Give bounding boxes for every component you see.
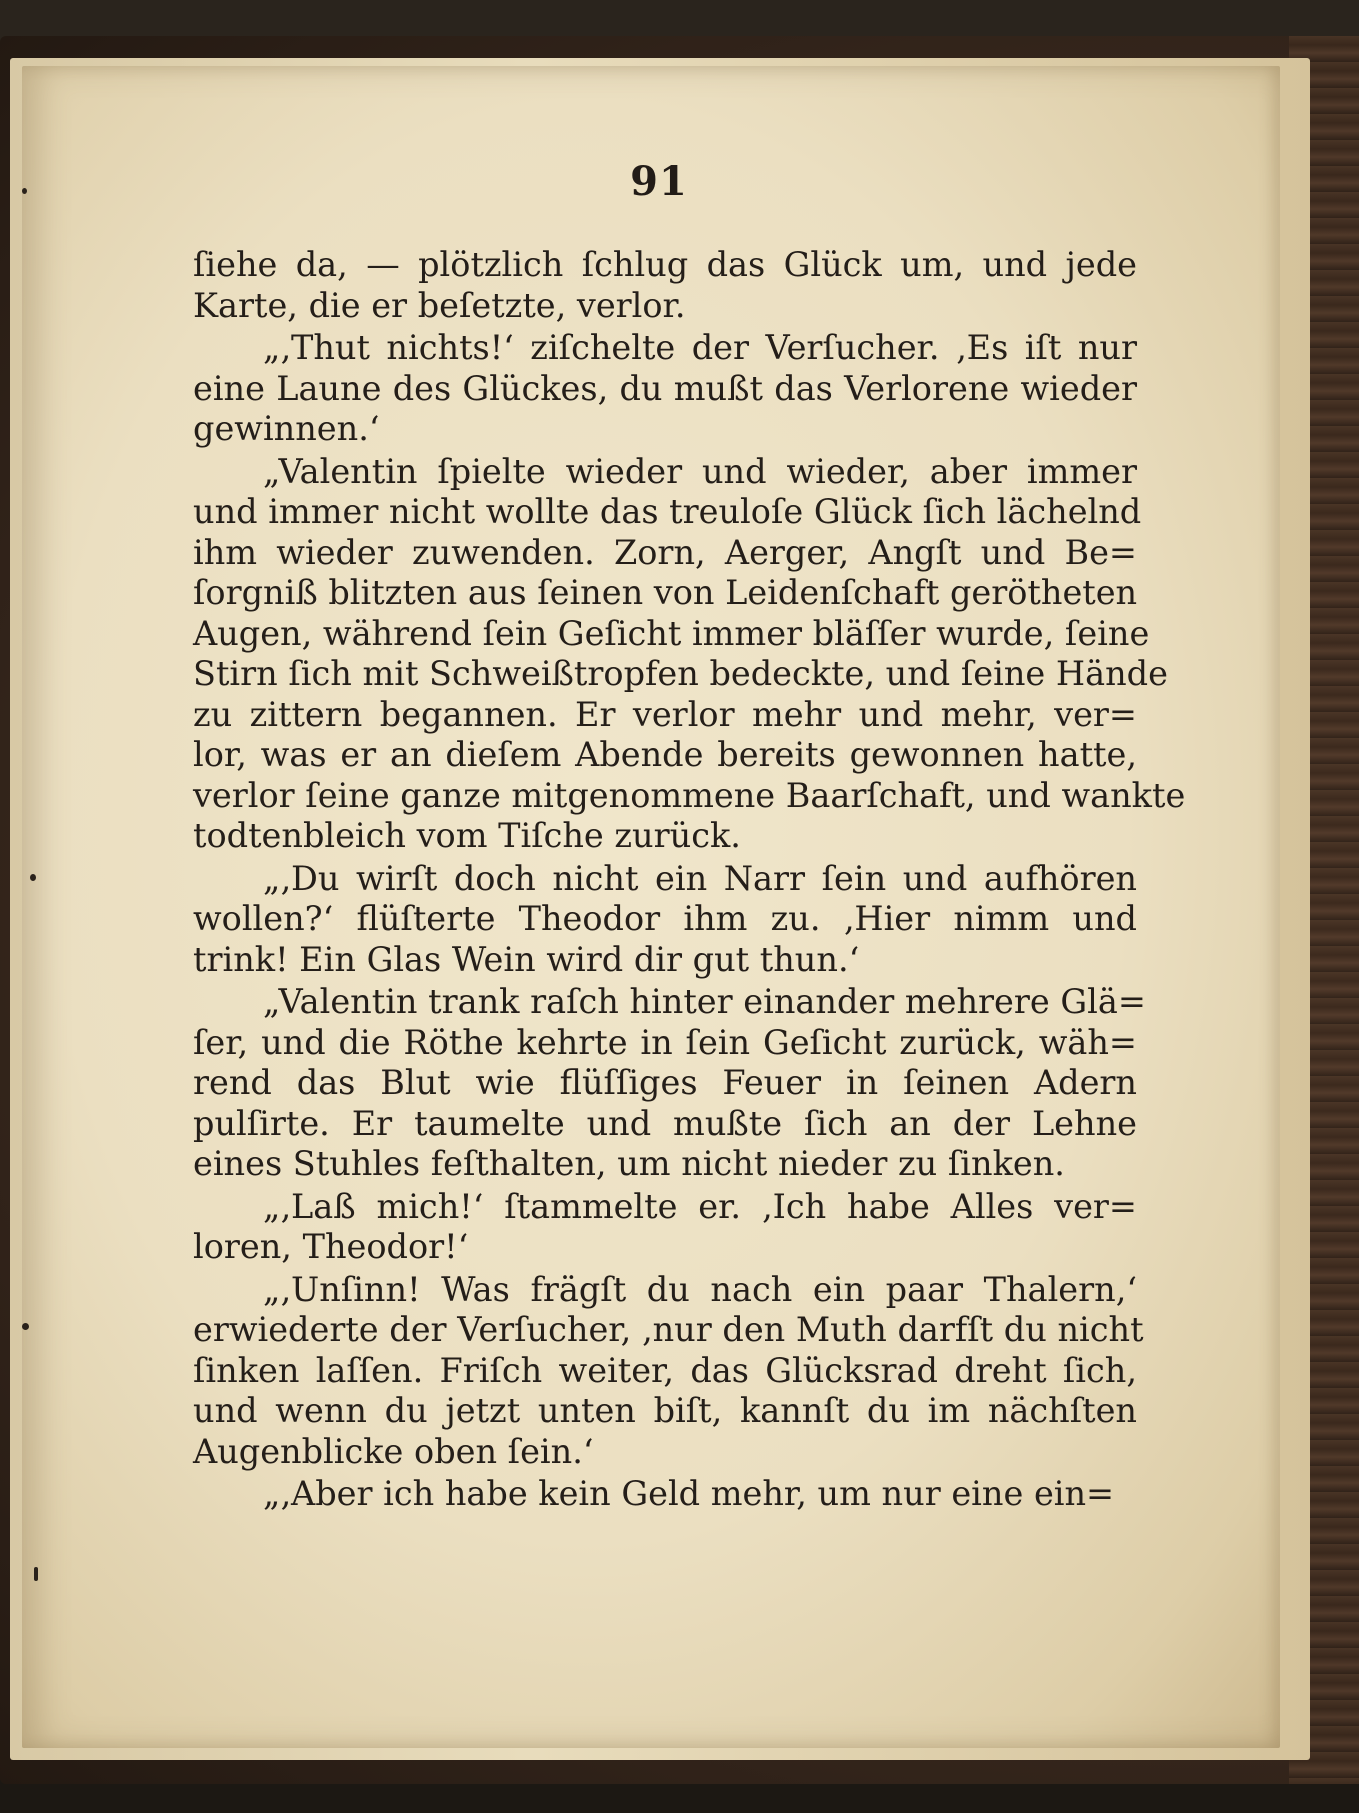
text-line: „‚Aber ich habe kein Geld mehr, um nur eine ein= xyxy=(263,1474,1115,1513)
text-line: verlor ſeine ganze mitgenommene Baarſchaft, und wankte xyxy=(193,775,1186,815)
paragraph xyxy=(193,982,1146,1185)
text-line: „Valentin trank raſch hinter einander mehrere Glä= xyxy=(263,982,1146,1021)
page-number: 91 xyxy=(630,158,688,205)
paragraph xyxy=(193,245,1137,326)
text-line: lor, was er an dieſem Abende bereits gewonnen hatte, xyxy=(193,735,1137,774)
text-line: trink! Ein Glas Wein wird dir gut thun.‘ xyxy=(193,939,860,979)
text-line: wollen?‘ flüſterte Theodor ihm zu. ‚Hier nimm und xyxy=(193,899,1137,938)
text-line: ſiehe da, — plötzlich ſchlug das Glück um, und jede xyxy=(193,245,1137,284)
text-line: eines Stuhles feſthalten, um nicht nieder zu ſinken. xyxy=(193,1144,1065,1183)
text-line: todtenbleich vom Tiſche zurück. xyxy=(193,816,741,855)
body-text xyxy=(193,245,1186,1517)
text-line: „‚Du wirſt doch nicht ein Narr ſein und aufhören xyxy=(263,858,1137,898)
text-line: ſinken laſſen. Friſch weiter, das Glücksrad dreht ſich, xyxy=(193,1350,1137,1390)
text-line: ihm wieder zuwenden. Zorn, Aerger, Angſt und Be= xyxy=(193,532,1137,572)
text-line: erwiederte der Verſucher, ‚nur den Muth darfſt du nicht xyxy=(193,1310,1144,1349)
paragraph xyxy=(193,859,1137,981)
text-line: Stirn ſich mit Schweißtropfen bedeckte, und ſeine Hände xyxy=(193,654,1168,693)
text-line: zu zittern begannen. Er verlor mehr und mehr, ver= xyxy=(193,694,1137,734)
text-line: Augenblicke oben ſein.‘ xyxy=(193,1431,594,1471)
text-line: ſer, und die Röthe kehrte in ſein Geſicht zurück, wäh= xyxy=(193,1022,1137,1062)
text-line: und immer nicht wollte das treuloſe Glück ſich lächelnd xyxy=(193,492,1142,531)
text-line: rend das Blut wie flüſſiges Feuer in ſeinen Adern xyxy=(193,1063,1137,1102)
text-line: „‚Thut nichts!‘ ziſchelte der Verſucher. ‚Es iſt nur xyxy=(263,328,1137,367)
paragraph xyxy=(193,451,1186,857)
text-line: „Valentin ſpielte wieder und wieder, aber immer xyxy=(263,451,1137,491)
paragraph xyxy=(193,1187,1137,1268)
text-line: „‚Laß mich!‘ ſtammelte er. ‚Ich habe Alles ver= xyxy=(263,1186,1137,1226)
text-line: loren, Theodor!‘ xyxy=(193,1227,469,1266)
paragraph xyxy=(193,1269,1144,1473)
ink-speck xyxy=(30,874,36,881)
ink-speck xyxy=(34,1567,38,1581)
text-line: ſorgniß blitzten aus ſeinen von Leidenſchaft gerötheten xyxy=(193,573,1138,612)
ink-speck xyxy=(22,1323,29,1330)
text-line: Karte, die er beſetzte, verlor. xyxy=(193,285,686,325)
text-line: pulſirte. Er taumelte und mußte ſich an der Lehne xyxy=(193,1103,1137,1143)
text-line: „‚Unſinn! Was frägſt du nach ein paar Thalern,‘ xyxy=(263,1269,1137,1309)
text-line: eine Laune des Glückes, du mußt das Verlorene wieder xyxy=(193,368,1137,408)
text-line: Augen, während ſein Geſicht immer bläſſer wurde, ſeine xyxy=(193,613,1150,653)
text-line: gewinnen.‘ xyxy=(193,409,380,448)
paragraph xyxy=(193,1474,1137,1515)
paragraph xyxy=(193,328,1137,450)
text-line: und wenn du jetzt unten biſt, kannſt du im nächſten xyxy=(193,1391,1137,1430)
